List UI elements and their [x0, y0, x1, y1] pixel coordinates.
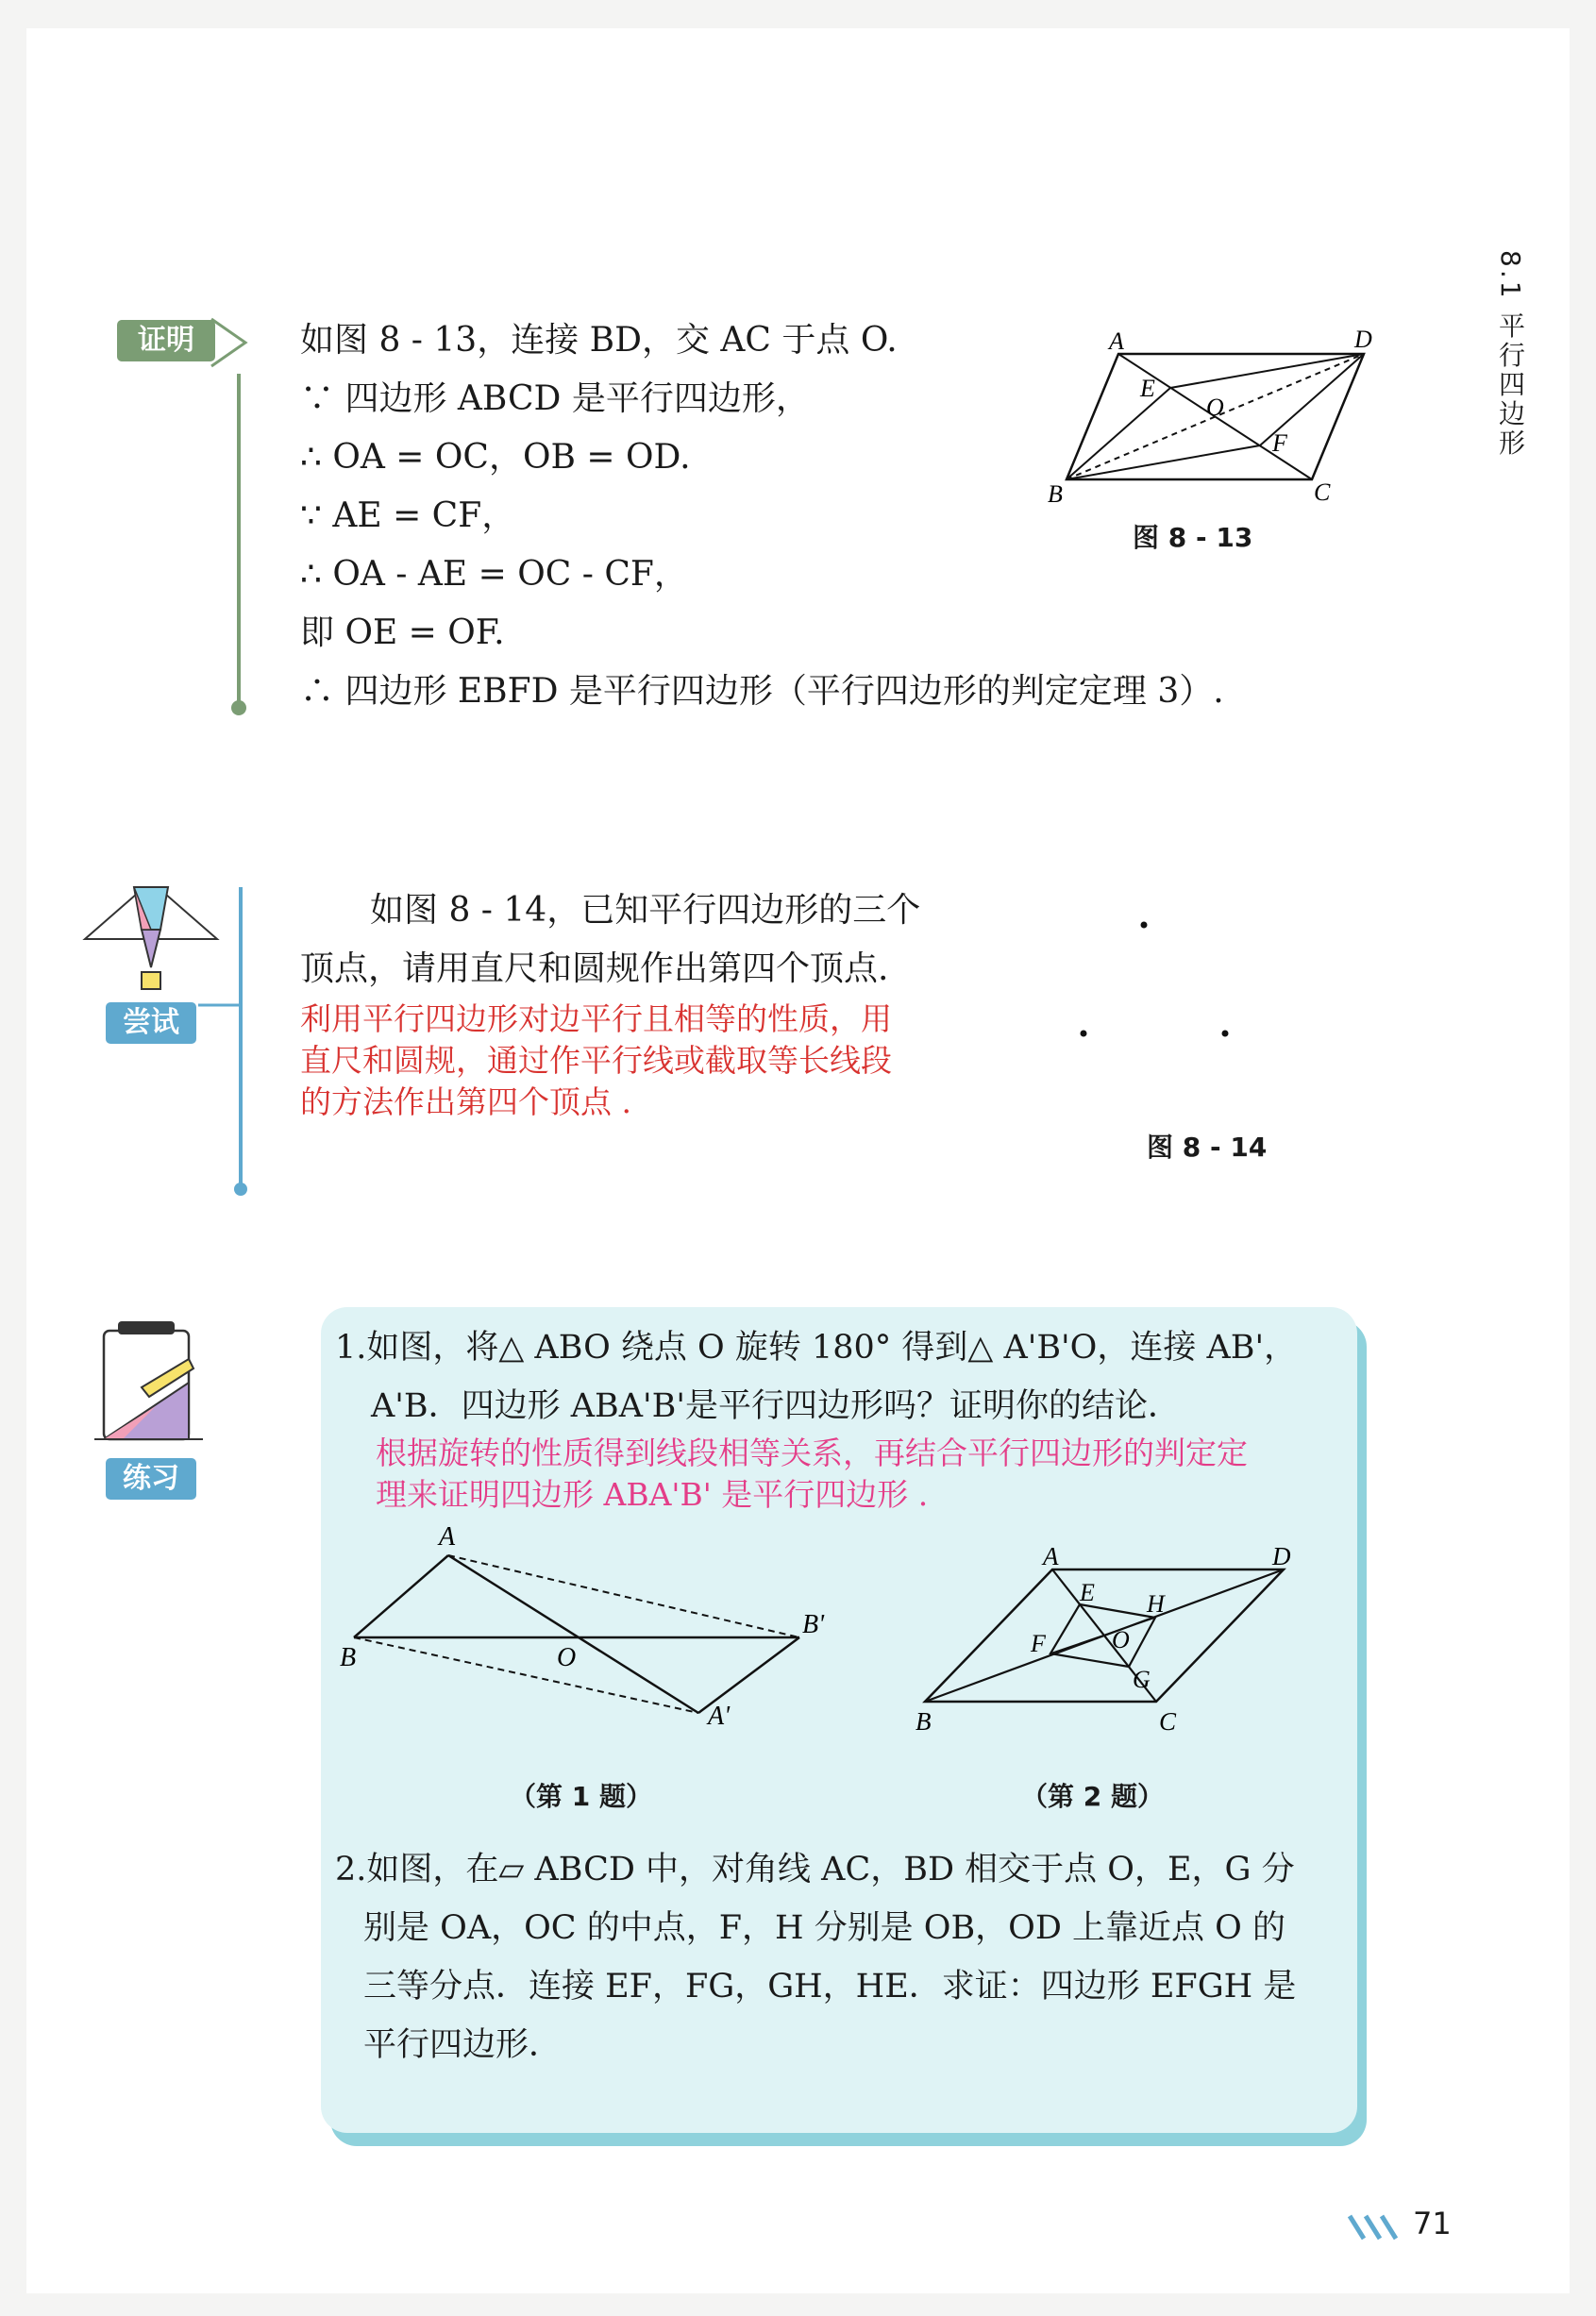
fig813-label-b: B: [1048, 480, 1063, 508]
page-number: 71: [1413, 2206, 1452, 2241]
fig1-label-a: A: [439, 1524, 456, 1552]
exercise-figure-1: [330, 1524, 840, 1732]
exercise-q1-line-2: A'B．四边形 ABA'B'是平行四边形吗？证明你的结论．: [371, 1387, 1181, 1425]
fig2-label-a: A: [1043, 1542, 1059, 1570]
fig813-label-o: O: [1206, 394, 1224, 421]
figure-8-14-caption: 图 8 - 14: [1147, 1132, 1268, 1163]
proof-line-1: 如图 8 - 13，连接 BD，交 AC 于点 O.: [300, 321, 898, 360]
fig813-label-c: C: [1314, 478, 1331, 506]
fig813-label-f: F: [1272, 429, 1287, 457]
fig813-label-d: D: [1354, 326, 1372, 353]
exercise-q2-line-3: 三等分点．连接 EF，FG，GH，HE．求证：四边形 EFGH 是: [363, 1968, 1297, 2006]
fig2-label-c: C: [1159, 1707, 1177, 1736]
page-number-stripes-icon: [1345, 2208, 1411, 2246]
exercise-figure-2: [906, 1536, 1312, 1744]
try-line-1: 如图 8 - 14，已知平行四边形的三个: [370, 891, 921, 930]
exercise-q2-line-1: 2.如图，在▱ ABCD 中，对角线 AC，BD 相交于点 O，E，G 分: [335, 1851, 1295, 1888]
try-hint-line-2: 直尺和圆规，通过作平行线或截取等长线段: [300, 1042, 892, 1079]
fig813-label-e: E: [1140, 375, 1155, 402]
proof-line-4: ∵ AE = CF，: [300, 496, 516, 535]
fig2-label-f: F: [1031, 1630, 1046, 1657]
proof-line-5: ∴ OA - AE = OC - CF，: [300, 555, 688, 594]
fig1-label-b-prime: B': [802, 1610, 825, 1639]
exercise-figure-1-caption: （第 1 题）: [510, 1781, 652, 1812]
try-hint-line-3: 的方法作出第四个顶点 .: [300, 1083, 631, 1120]
exercise-figure-2-caption: （第 2 题）: [1021, 1781, 1164, 1812]
proof-line-6: 即 OE = OF.: [300, 613, 505, 652]
exercise-q2-line-4: 平行四边形．: [363, 2026, 563, 2064]
figure-8-14: [1067, 906, 1255, 1057]
exercise-q2-line-2: 别是 OA，OC 的中点，F，H 分别是 OB，OD 上靠近点 O 的: [363, 1909, 1285, 1947]
exercise-q1-hint-line-1: 根据旋转的性质得到线段相等关系，再结合平行四边形的判定定: [376, 1435, 1248, 1471]
fig2-label-o: O: [1112, 1626, 1130, 1653]
exercise-q1-line-1: 1.如图，将△ ABO 绕点 O 旋转 180° 得到△ A'B'O，连接 AB'，: [335, 1329, 1298, 1367]
try-line-2: 顶点，请用直尺和圆规作出第四个顶点.: [300, 949, 889, 988]
fig813-label-a: A: [1109, 327, 1124, 355]
figure-8-13: [1029, 321, 1397, 510]
fig1-label-a-prime: A': [708, 1702, 731, 1731]
try-tag: 尝试: [106, 1002, 196, 1044]
fig1-label-o: O: [557, 1643, 577, 1672]
proof-line-2: ∵ 四边形 ABCD 是平行四边形，: [300, 379, 810, 418]
fig1-label-b: B: [340, 1643, 357, 1672]
proof-tag-connector: [113, 311, 264, 727]
fig2-label-g: G: [1133, 1666, 1151, 1693]
proof-line-7: ∴ 四边形 EBFD 是平行四边形（平行四边形的判定定理 3）.: [300, 672, 1224, 711]
proof-line-3: ∴ OA = OC，OB = OD.: [300, 438, 691, 477]
figure-8-13-caption: 图 8 - 13: [1133, 522, 1253, 553]
fig2-label-h: H: [1147, 1590, 1165, 1618]
exercise-q1-hint-line-2: 理来证明四边形 ABA'B' 是平行四边形 .: [376, 1476, 929, 1513]
exercise-icon: [85, 1317, 217, 1458]
chapter-side-title: 8.1 平行四边形: [1495, 250, 1526, 459]
fig2-label-e: E: [1080, 1579, 1095, 1606]
fig2-label-b: B: [916, 1707, 932, 1736]
proof-tag: 证明: [117, 320, 215, 361]
try-hint-line-1: 利用平行四边形对边平行且相等的性质，用: [300, 1000, 892, 1037]
exercise-tag: 练习: [106, 1458, 196, 1500]
fig2-label-d: D: [1272, 1542, 1291, 1570]
